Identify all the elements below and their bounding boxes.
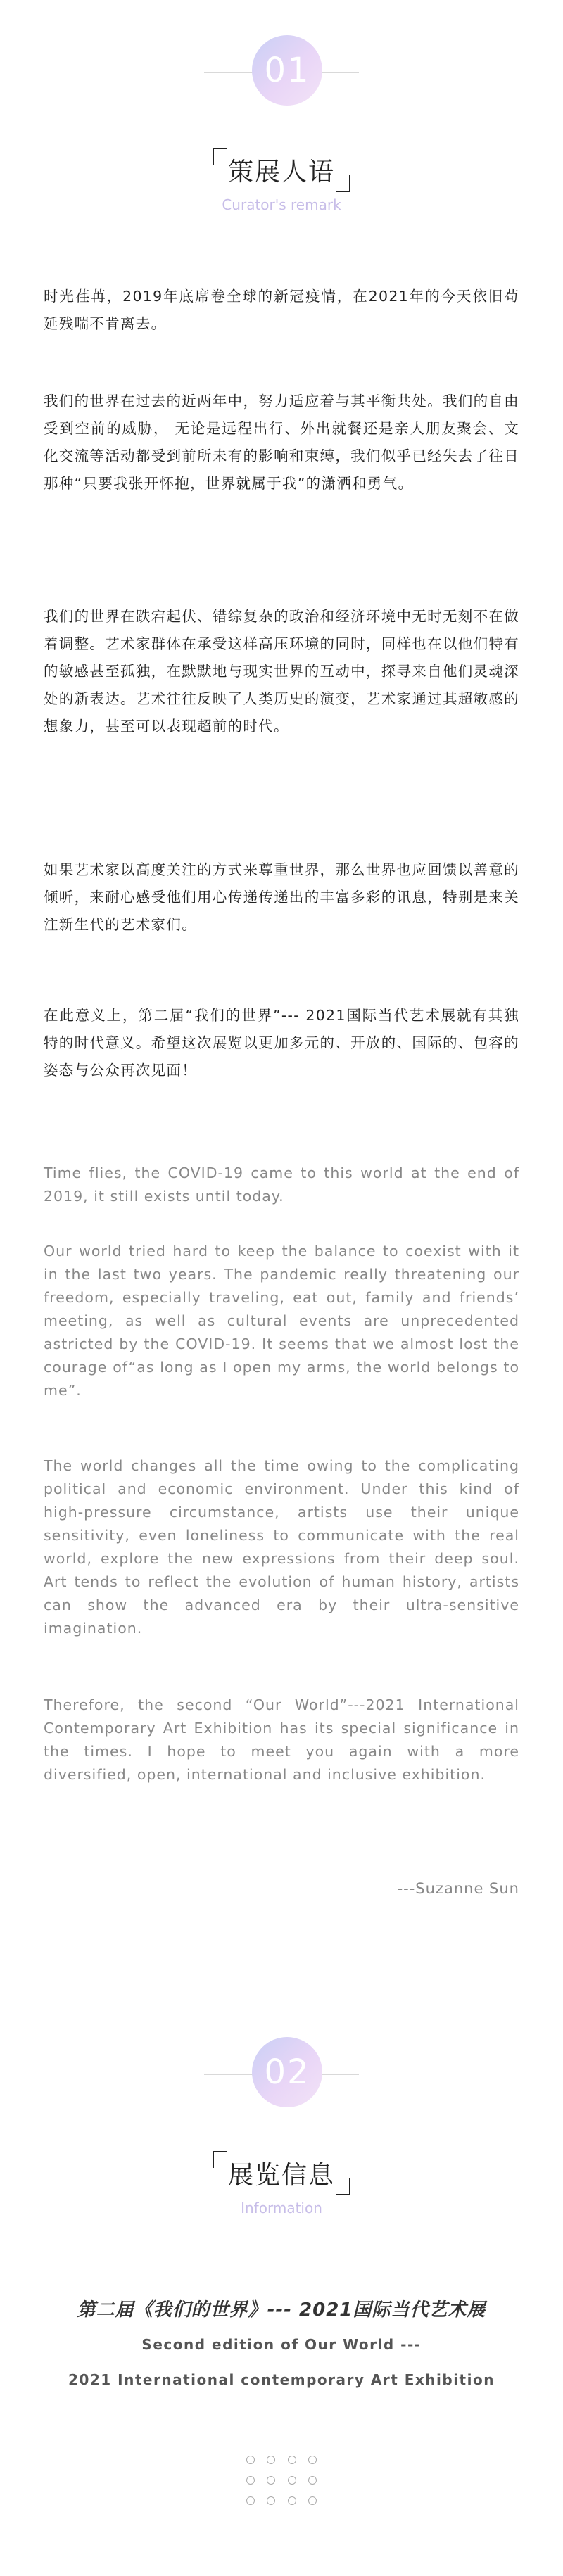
dot xyxy=(267,2496,275,2505)
cn-paragraph: 我们的世界在跌宕起伏、错综复杂的政治和经济环境中无时无刻不在做着调整。艺术家群体在承受这样高压环境的同时，同样也在以他们特有的敏感甚至孤独，在默默地与现实世界的互动中，探寻来自他们灵魂深处的新表达。艺术往往反映了人类历史的演变，艺术家通过其超敏感的想象力，甚至可以表现超前的时代。 xyxy=(44,608,519,735)
cn-paragraph: 时光荏苒，2019年底席卷全球的新冠疫情，在2021年的今天依旧苟延残喘不肯离去。 xyxy=(44,288,519,332)
section-title-text: 策展人语 xyxy=(227,158,335,186)
dot xyxy=(308,2476,317,2485)
dot xyxy=(246,2496,255,2505)
dot xyxy=(288,2476,296,2485)
en-paragraph: Our world tried hard to keep the balance to coexist with it in the last two years. The pandemic really threatening our freedom, especially traveling, eat out, family and friends’ meeting, as well as cultural events are unprecedented astricted by the COVID-19. It seems that we almost lost the courage of“as long as I open my arms, the world belongs to me”. xyxy=(44,1243,519,1399)
decorative-dot-grid xyxy=(246,2456,317,2517)
en-paragraph: Therefore, the second “Our World”---2021 International Contemporary Art Exhibition has its special significance in the times. I hope to meet you again with a more diversified, open, international and inclusive exhibition. xyxy=(44,1696,519,1783)
section-subtitle: Curator's remark xyxy=(222,196,341,213)
en-paragraph: The world changes all the time owing to the complicating political and economic environment. Under this kind of high-pressure circumstance, artists use their unique sensitivity, even loneliness to communicate with the real world, explore the new expressions from their deep soul. Art tends to reflect the evolution of human history, artists can show the advanced era by their ultra-sensitive imagination. xyxy=(44,1457,519,1637)
dot xyxy=(246,2456,255,2464)
dot xyxy=(246,2476,255,2485)
signature: ---Suzanne Sun xyxy=(397,1880,519,1897)
section-number: 02 xyxy=(264,2052,310,2092)
dot xyxy=(267,2476,275,2485)
en-paragraph: Time flies, the COVID-19 came to this world at the end of 2019, it still exists until today. xyxy=(44,1165,519,1205)
cn-paragraph: 如果艺术家以高度关注的方式来尊重世界，那么世界也应回馈以善意的倾听，来耐心感受他们用心传递传递出的丰富多彩的讯息，特别是来关注新生代的艺术家们。 xyxy=(44,861,519,933)
bracket-corner xyxy=(336,175,350,192)
dot xyxy=(267,2456,275,2464)
section-title-block xyxy=(0,2151,563,2216)
bracket-corner xyxy=(336,2178,350,2195)
dot xyxy=(308,2496,317,2505)
section-title xyxy=(213,148,350,192)
section-title-block xyxy=(0,148,563,213)
section-number-badge xyxy=(239,35,324,113)
bracket-corner xyxy=(213,2151,227,2168)
dot xyxy=(308,2456,317,2464)
section-title-text: 展览信息 xyxy=(227,2161,335,2190)
section-number-badge xyxy=(239,2037,324,2114)
exhibition-title-en-line2: 2021 International contemporary Art Exhibition xyxy=(68,2371,495,2388)
section-title xyxy=(213,2151,350,2195)
exhibition-title-en-line1: Second edition of Our World --- xyxy=(141,2336,422,2353)
bracket-corner xyxy=(213,148,227,165)
section-number: 01 xyxy=(264,51,310,90)
section-subtitle: Information xyxy=(241,2200,322,2216)
cn-paragraph: 在此意义上，第二届“我们的世界”--- 2021国际当代艺术展就有其独特的时代意义。希望这次展览以更加多元的、开放的、国际的、包容的姿态与公众再次见面！ xyxy=(44,1007,519,1079)
dot xyxy=(288,2456,296,2464)
cn-paragraph: 我们的世界在过去的近两年中，努力适应着与其平衡共处。我们的自由受到空前的威胁， 无论是远程出行、外出就餐还是亲人朋友聚会、文化交流等活动都受到前所未有的影响和束缚，我们似乎已经失去了往日那种“只要我张开怀抱，世界就属于我”的潇洒和勇气。 xyxy=(44,393,519,492)
dot xyxy=(288,2496,296,2505)
exhibition-title-cn: 第二届《我们的世界》--- 2021国际当代艺术展 xyxy=(77,2299,486,2321)
